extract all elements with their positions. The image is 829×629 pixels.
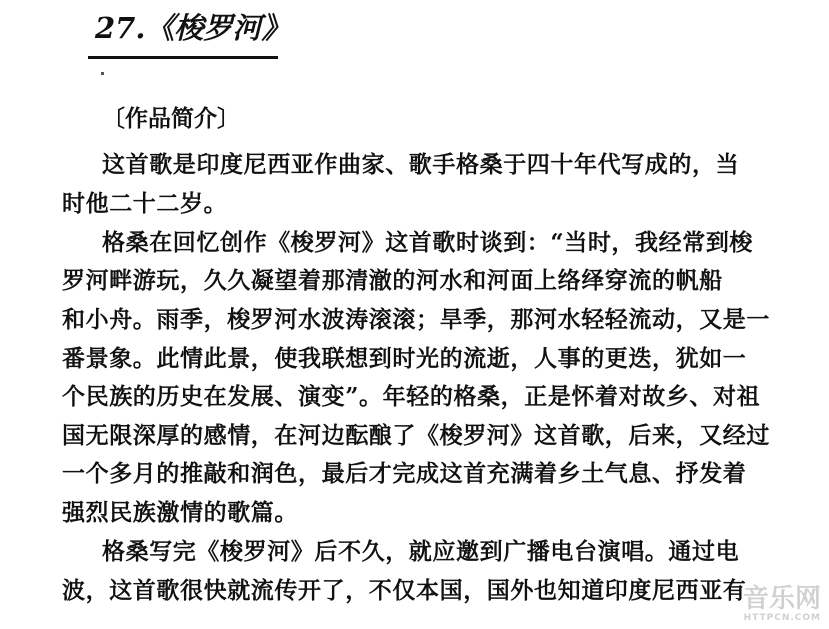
watermark-text: 音乐网 — [742, 584, 821, 614]
paragraph-line: 时他二十二岁。 — [62, 190, 228, 217]
scan-speck — [101, 72, 104, 75]
paragraph-line: 一个多月的推敲和润色，最后才完成这首充满着乡土气息、抒发着 — [62, 460, 747, 487]
paragraph-line: 波，这首歌很快就流传开了，不仅本国，国外也知道印度尼西亚有 — [62, 577, 747, 604]
paragraph-line: 番景象。此情此景，使我联想到时光的流逝，人事的更迭，犹如一 — [62, 345, 747, 372]
paragraph-line: 罗河畔游玩，久久凝望着那清澈的河水和河面上络绎穿流的帆船 — [62, 267, 723, 294]
watermark-logo — [743, 586, 821, 623]
title-underline — [88, 56, 278, 59]
paragraph-line: 和小舟。雨季，梭罗河水波涛滚滚；旱季，那河水轻轻流动，又是一 — [62, 306, 770, 333]
section-heading: 〔作品简介〕 — [102, 105, 240, 132]
document-title: 27.《梭罗河》 — [95, 11, 291, 45]
paragraph-line: 格桑写完《梭罗河》后不久，就应邀到广播电台演唱。通过电 — [102, 538, 740, 565]
paragraph-line: 这首歌是印度尼西亚作曲家、歌手格桑于四十年代写成的，当 — [102, 151, 740, 178]
watermark-url: HTTPCN.COM — [743, 613, 821, 623]
paragraph-line: 强烈民族激情的歌篇。 — [62, 499, 298, 526]
paragraph-line: 国无限深厚的感情，在河边酝酿了《梭罗河》这首歌，后来，又经过 — [62, 422, 770, 449]
paragraph-line: 个民族的历史在发展、演变”。年轻的格桑，正是怀着对故乡、对祖 — [62, 383, 761, 410]
paragraph-line: 格桑在回忆创作《梭罗河》这首歌时谈到：“当时，我经常到梭 — [102, 229, 754, 256]
